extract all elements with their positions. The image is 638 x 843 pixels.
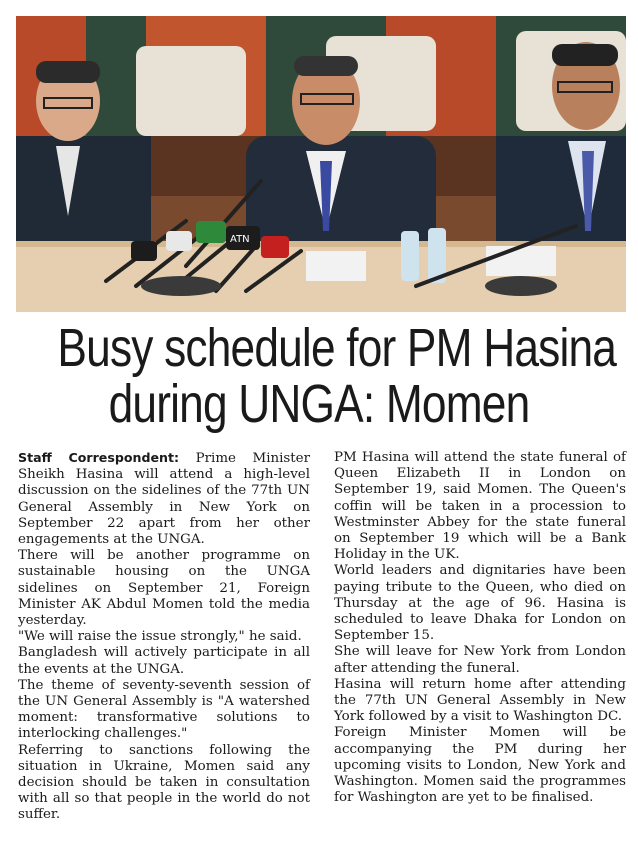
article-paragraph: Foreign Minister Momen will be accompanying the PM during her upcoming visits to London, New York and Washington. Momen said the programmes for Washington are yet to be finalised. [334,725,626,806]
mic-flag-label: ATN [230,234,250,245]
headline-line-2: during UNGA: Momen [108,374,530,434]
article-paragraph: World leaders and dignitaries have been paying tribute to the Queen, who died on Thursday at the age of 96. Hasina is scheduled to leave Dhaka for London on September 15. [334,563,626,644]
article-paragraph: Bangladesh will actively participate in all the events at the UNGA. [18,645,310,677]
article-paragraph: She will leave for New York from London after attending the funeral. [334,644,626,676]
article-paragraph: "We will raise the issue strongly," he said. [18,629,302,645]
article-paragraph: Hasina will return home after attending the 77th UN General Assembly in New York followed by a visit to Washington DC. [334,676,626,725]
article-column-right [334,450,626,806]
article-paragraph: PM Hasina will attend the state funeral of Queen Elizabeth II in London on September 19, said Momen. The Queen's coffin will be taken in a procession to Westminster Abbey for the state funeral on September 19 which will be a Bank Holiday in the UK. [334,450,626,563]
headline-line-1: Busy schedule for PM Hasina [57,318,617,378]
press-conference-photo [16,16,626,312]
article-paragraph [18,450,310,548]
headline [57,318,617,434]
article-paragraph: There will be another programme on sustainable housing on the UNGA sidelines on September 21, Foreign Minister AK Abdul Momen told the media yesterday. [18,548,310,629]
article-paragraph: Referring to sanctions following the situation in Ukraine, Momen said any decision should be taken in consultation with all so that people in the world do not suffer. [18,742,310,823]
byline: Staff Correspondent: [18,450,180,465]
article-column-left [18,450,310,824]
article-paragraph: The theme of seventy-seventh session of the UN General Assembly is "A watershed moment: transformative solutions to interlocking challenges." [18,677,310,742]
paragraph-text: Prime Minister Sheikh Hasina will attend a high-level discussion on the sidelines of the 77th UN General Assembly in New York on September 22 apart from her other engagements at the UNGA. [18,451,310,548]
